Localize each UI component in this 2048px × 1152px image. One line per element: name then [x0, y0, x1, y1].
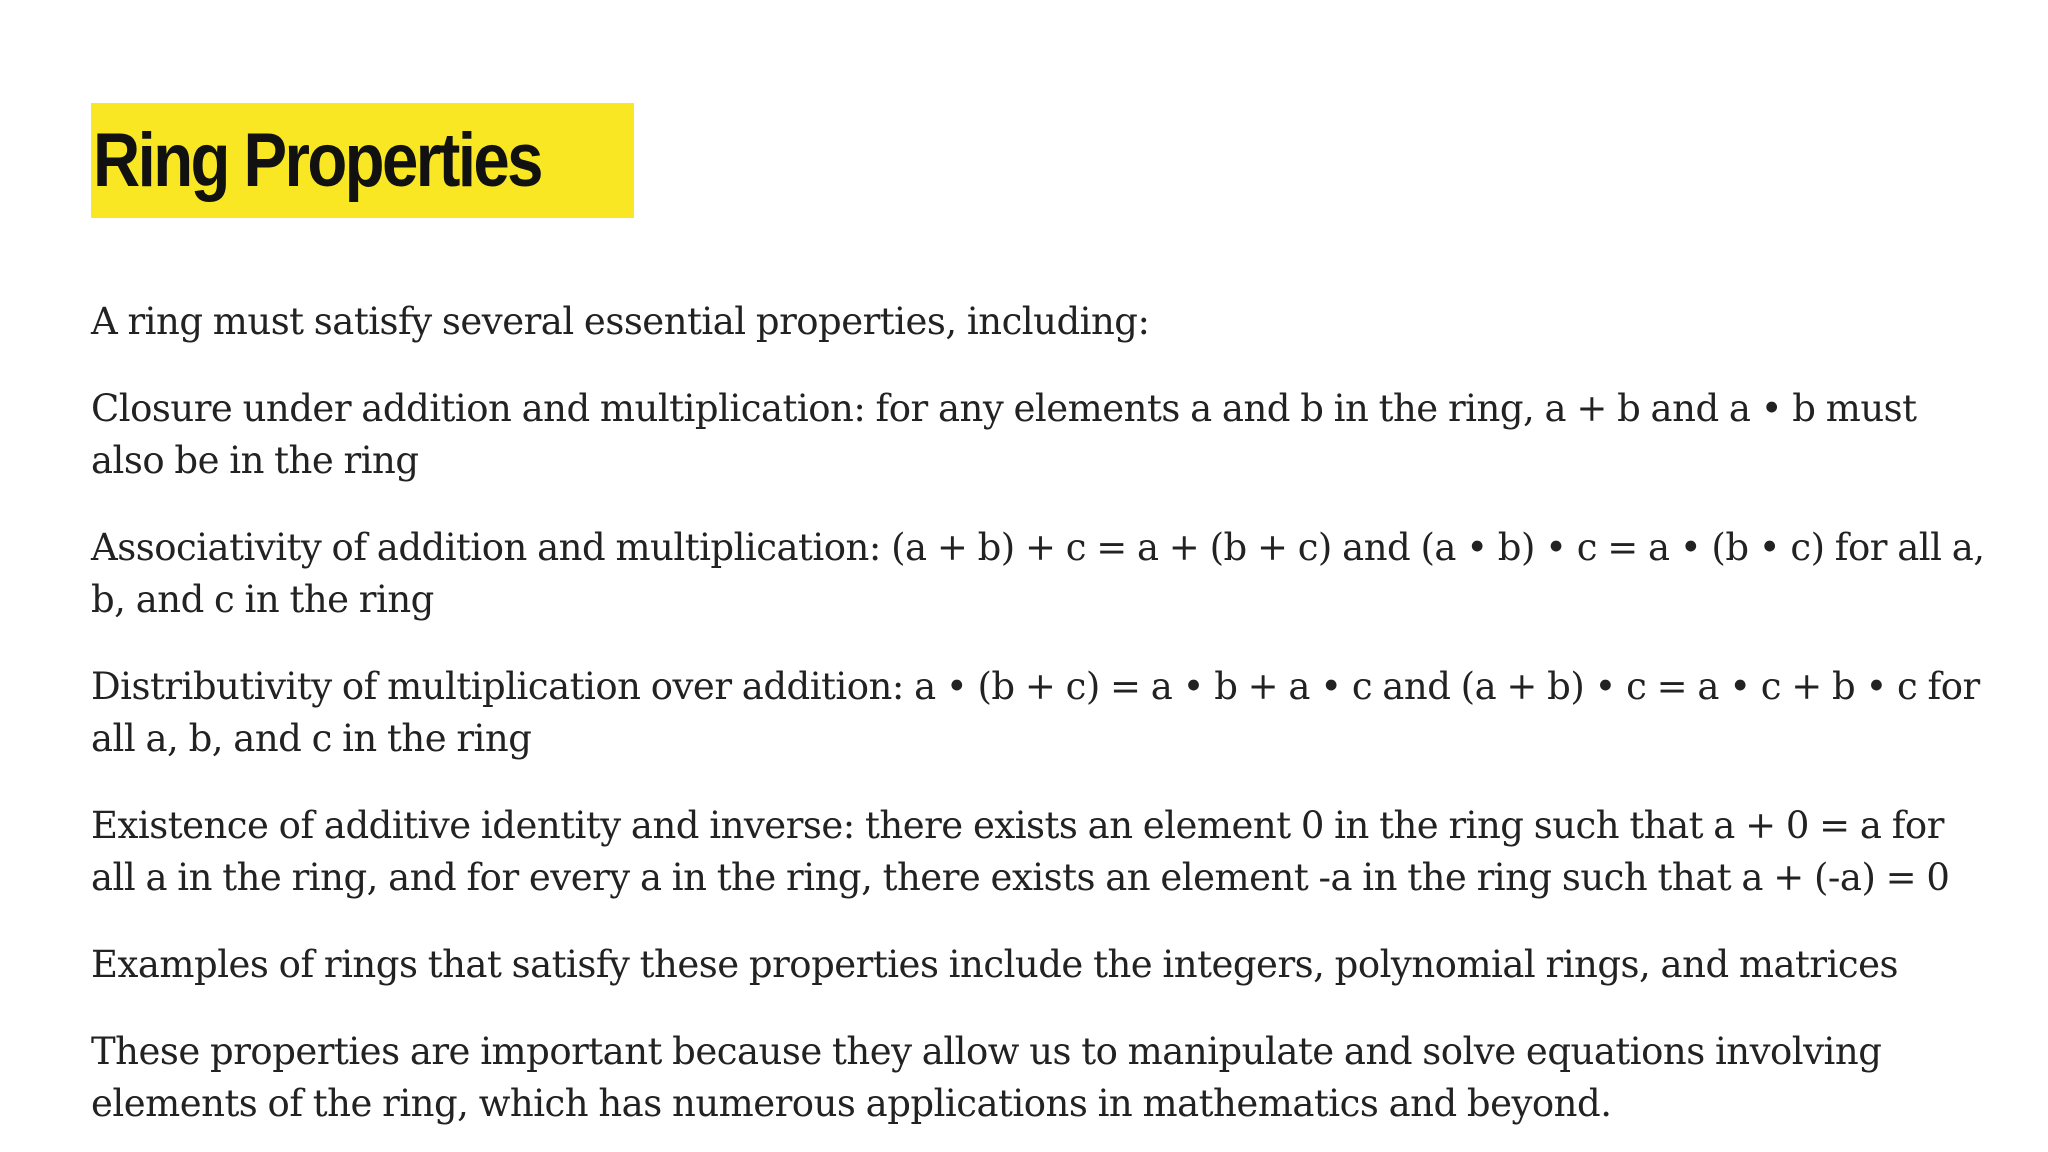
title-highlight — [91, 103, 634, 218]
associativity-paragraph: Associativity of addition and multiplication: (a + b) + c = a + (b + c) and (a • b) • c = a • (b • c) for all a, b, and c in the ring — [91, 526, 1985, 621]
importance-paragraph: These properties are important because they allow us to manipulate and solve equations involving elements of the ring, which has numerous applications in mathematics and beyond. — [91, 1030, 1882, 1125]
slide-title: Ring Properties — [93, 117, 541, 203]
closure-paragraph: Closure under addition and multiplication: for any elements a and b in the ring, a + b and a • b must also be in the ring — [91, 387, 1917, 482]
intro-paragraph: A ring must satisfy several essential properties, including: — [91, 300, 1150, 343]
examples-paragraph: Examples of rings that satisfy these properties include the integers, polynomial rings, and matrices — [91, 943, 1899, 986]
distributivity-paragraph: Distributivity of multiplication over addition: a • (b + c) = a • b + a • c and (a + b) • c = a • c + b • c for all a, b, and c in the ring — [91, 665, 1980, 760]
identity-inverse-paragraph: Existence of additive identity and inverse: there exists an element 0 in the ring such that a + 0 = a for all a in the ring, and for every a in the ring, there exists an element -a in the ring such that a + (-a) = 0 — [91, 804, 1950, 899]
slide-body — [91, 296, 1991, 1130]
